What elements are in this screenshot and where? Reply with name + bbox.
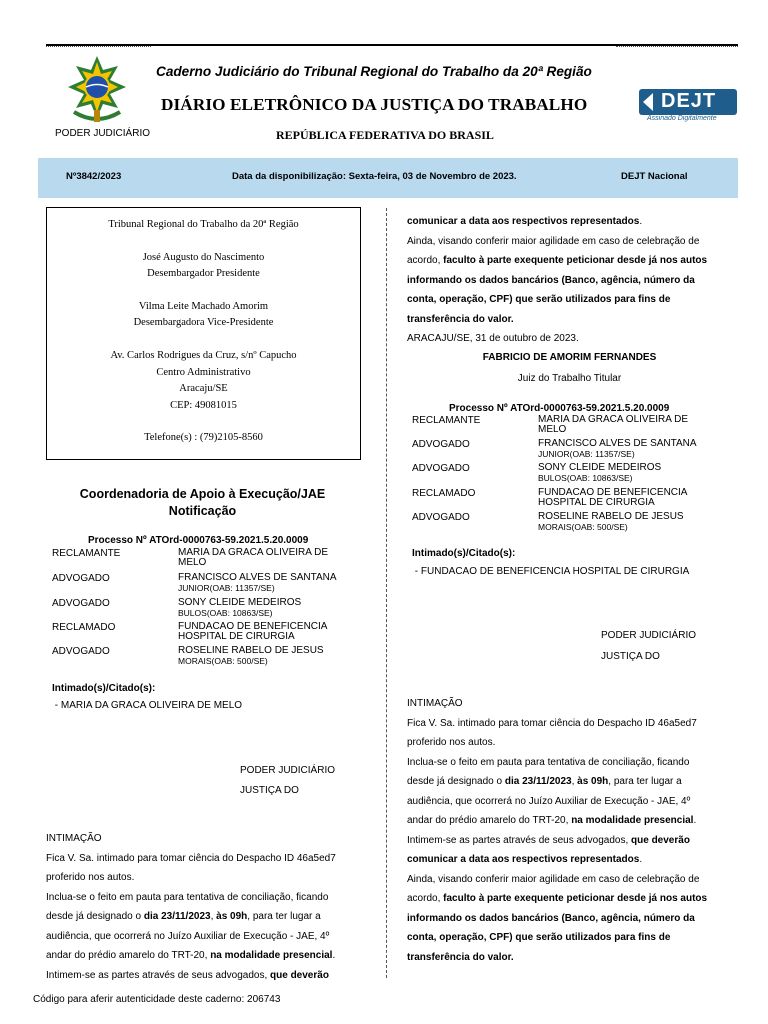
- party-role: RECLAMANTE: [52, 548, 121, 559]
- body-line: desde já designado o dia 23/11/2023, às 09h, para ter lugar a: [46, 911, 321, 922]
- body-line: proferido nos autos.: [407, 737, 496, 748]
- address-line-2: Centro Administrativo: [156, 366, 251, 378]
- body-line: desde já designado o dia 23/11/2023, às 09h, para ter lugar a: [407, 776, 682, 787]
- address-cep: CEP: 49081015: [170, 399, 237, 411]
- top-dots-right: [616, 46, 738, 48]
- party-name: ROSELINE RABELO DE JESUS MORAIS(OAB: 500/SE): [538, 511, 684, 532]
- party-role: ADVOGADO: [52, 646, 110, 657]
- party-role: ADVOGADO: [412, 512, 470, 523]
- poder-right: PODER JUDICIÁRIO: [601, 630, 697, 641]
- body-line: ARACAJU/SE, 31 de outubro de 2023.: [407, 333, 579, 344]
- party-name: MARIA DA GRACA OLIVEIRA DE MELO: [538, 414, 689, 435]
- publication-date: Data da disponibilização: Sexta-feira, 03 de Novembro de 2023.: [232, 171, 517, 182]
- body-line: transferência do valor.: [407, 951, 514, 963]
- justica-left: JUSTIÇA DO: [240, 785, 299, 796]
- dejt-logo: [639, 89, 737, 125]
- party-name: ROSELINE RABELO DE JESUS MORAIS(OAB: 500/SE): [178, 645, 324, 666]
- diario-title: DIÁRIO ELETRÔNICO DA JUSTIÇA DO TRABALHO: [161, 95, 588, 114]
- intimacao-heading: INTIMAÇÃO: [46, 833, 102, 844]
- intimacao-body-left: [46, 829, 366, 985]
- body-line: transferência do valor.: [407, 313, 514, 325]
- body-line: Intimem-se as partes através de seus advogados, que deverão: [46, 969, 329, 981]
- dejt-logo-sub: Assinado Digitalmente: [647, 115, 717, 122]
- section-heading-1: Coordenadoria de Apoio à Execução/JAE: [79, 487, 326, 501]
- body-line: informando os dados bancários (Banco, agência, número da: [407, 912, 695, 924]
- justica-right: JUSTIÇA DO: [601, 651, 660, 662]
- body-line: acordo, faculto à parte exequente peticionar desde já nos autos: [407, 255, 708, 266]
- body-line: Ainda, visando conferir maior agilidade em caso de celebração de: [407, 235, 700, 247]
- section-heading-2: Notificação: [168, 504, 237, 518]
- judge-role: Juiz do Trabalho Titular: [517, 373, 622, 384]
- dejt-logo-text: DEJT: [661, 90, 717, 112]
- dejt-nacional: DEJT Nacional: [621, 171, 688, 182]
- party-role: ADVOGADO: [52, 598, 110, 609]
- body-line: Fica V. Sa. intimado para tomar ciência do Despacho ID 46a5ed7: [407, 717, 697, 729]
- vice-president-role: Desembargadora Vice-Presidente: [133, 317, 274, 329]
- republica-header: REPÚBLICA FEDERATIVA DO BRASIL: [276, 128, 494, 142]
- party-role: ADVOGADO: [412, 439, 470, 450]
- body-line: audiência, que ocorrerá no Juízo Auxiliar de Execução - JAE, 4º: [46, 930, 330, 942]
- continuation-right: [407, 212, 732, 349]
- party-role: RECLAMADO: [412, 488, 476, 499]
- footer-code: Código para aferir autenticidade deste caderno: 206743: [33, 994, 281, 1005]
- president-role: Desembargador Presidente: [147, 268, 260, 280]
- address-line-3: Aracaju/SE: [179, 383, 228, 395]
- party-name: MARIA DA GRACA OLIVEIRA DE MELO: [178, 547, 329, 568]
- body-line: Inclua-se o feito em pauta para tentativa de conciliação, ficando: [46, 891, 329, 903]
- intimacao-body-right: [407, 694, 732, 967]
- tribunal-name: Tribunal Regional do Trabalho da 20ª Região: [108, 219, 299, 230]
- party-role: ADVOGADO: [52, 573, 110, 584]
- caderno-title: Caderno Judiciário do Tribunal Regional do Trabalho da 20ª Região: [156, 64, 592, 79]
- body-line: Intimem-se as partes através de seus advogados, que deverão: [407, 834, 690, 846]
- edition-number: Nº3842/2023: [66, 171, 122, 182]
- body-line: acordo, faculto à parte exequente peticionar desde já nos autos: [407, 893, 708, 904]
- body-line: audiência, que ocorrerá no Juízo Auxiliar de Execução - JAE, 4º: [407, 795, 691, 807]
- poder-left: PODER JUDICIÁRIO: [240, 765, 336, 776]
- section-heading: [46, 486, 359, 520]
- body-line: proferido nos autos.: [46, 872, 135, 883]
- body-line: comunicar a data aos respectivos representados.: [407, 854, 643, 865]
- intimado-label-left: Intimado(s)/Citado(s):: [52, 683, 156, 694]
- party-name: FRANCISCO ALVES DE SANTANA JUNIOR(OAB: 11357/SE): [538, 438, 697, 459]
- address-phone: Telefone(s) : (79)2105-8560: [144, 432, 263, 444]
- brasao-icon: [64, 54, 130, 126]
- intimado-label-right: Intimado(s)/Citado(s):: [412, 548, 516, 559]
- party-name: FUNDACAO DE BENEFICENCIA HOSPITAL DE CIRURGIA: [178, 621, 328, 642]
- body-line: Fica V. Sa. intimado para tomar ciência do Despacho ID 46a5ed7: [46, 852, 336, 864]
- body-line: andar do prédio amarelo do TRT-20, na modalidade presencial.: [46, 950, 336, 961]
- body-line: Inclua-se o feito em pauta para tentativa de conciliação, ficando: [407, 756, 690, 768]
- party-name: FUNDACAO DE BENEFICENCIA HOSPITAL DE CIRURGIA: [538, 487, 688, 508]
- processo-left: Processo Nº ATOrd-0000763-59.2021.5.20.0009: [88, 535, 309, 546]
- address-line-1: Av. Carlos Rodrigues da Cruz, s/nº Capucho: [110, 349, 297, 361]
- processo-right: Processo Nº ATOrd-0000763-59.2021.5.20.0009: [449, 403, 670, 414]
- body-line: andar do prédio amarelo do TRT-20, na modalidade presencial.: [407, 815, 697, 826]
- body-line: conta, operação, CPF) que serão utilizados para fins de: [407, 294, 671, 305]
- poder-judiciario-header: PODER JUDICIÁRIO: [55, 128, 151, 139]
- president-name: José Augusto do Nascimento: [142, 251, 265, 263]
- body-line: conta, operação, CPF) que serão utilizados para fins de: [407, 932, 671, 943]
- body-line: Ainda, visando conferir maior agilidade em caso de celebração de: [407, 873, 700, 885]
- intimacao-heading: INTIMAÇÃO: [407, 698, 463, 709]
- body-line: comunicar a data aos respectivos representados.: [407, 216, 643, 227]
- judge-name: FABRICIO DE AMORIM FERNANDES: [482, 352, 657, 363]
- party-role: ADVOGADO: [412, 463, 470, 474]
- intimado-left: - MARIA DA GRACA OLIVEIRA DE MELO: [52, 700, 243, 711]
- column-divider: [386, 208, 387, 978]
- vice-president-name: Vilma Leite Machado Amorim: [138, 300, 269, 312]
- intimado-right: - FUNDACAO DE BENEFICENCIA HOSPITAL DE CIRURGIA: [412, 566, 690, 577]
- body-line: informando os dados bancários (Banco, agência, número da: [407, 274, 695, 286]
- party-role: RECLAMANTE: [412, 415, 481, 426]
- party-name: FRANCISCO ALVES DE SANTANA JUNIOR(OAB: 11357/SE): [178, 572, 337, 593]
- tribunal-info: [46, 217, 361, 447]
- party-name: SONY CLEIDE MEDEIROS BULOS(OAB: 10863/SE): [538, 462, 662, 483]
- top-dots-left: [46, 46, 151, 48]
- party-role: RECLAMADO: [52, 622, 116, 633]
- party-name: SONY CLEIDE MEDEIROS BULOS(OAB: 10863/SE): [178, 597, 302, 618]
